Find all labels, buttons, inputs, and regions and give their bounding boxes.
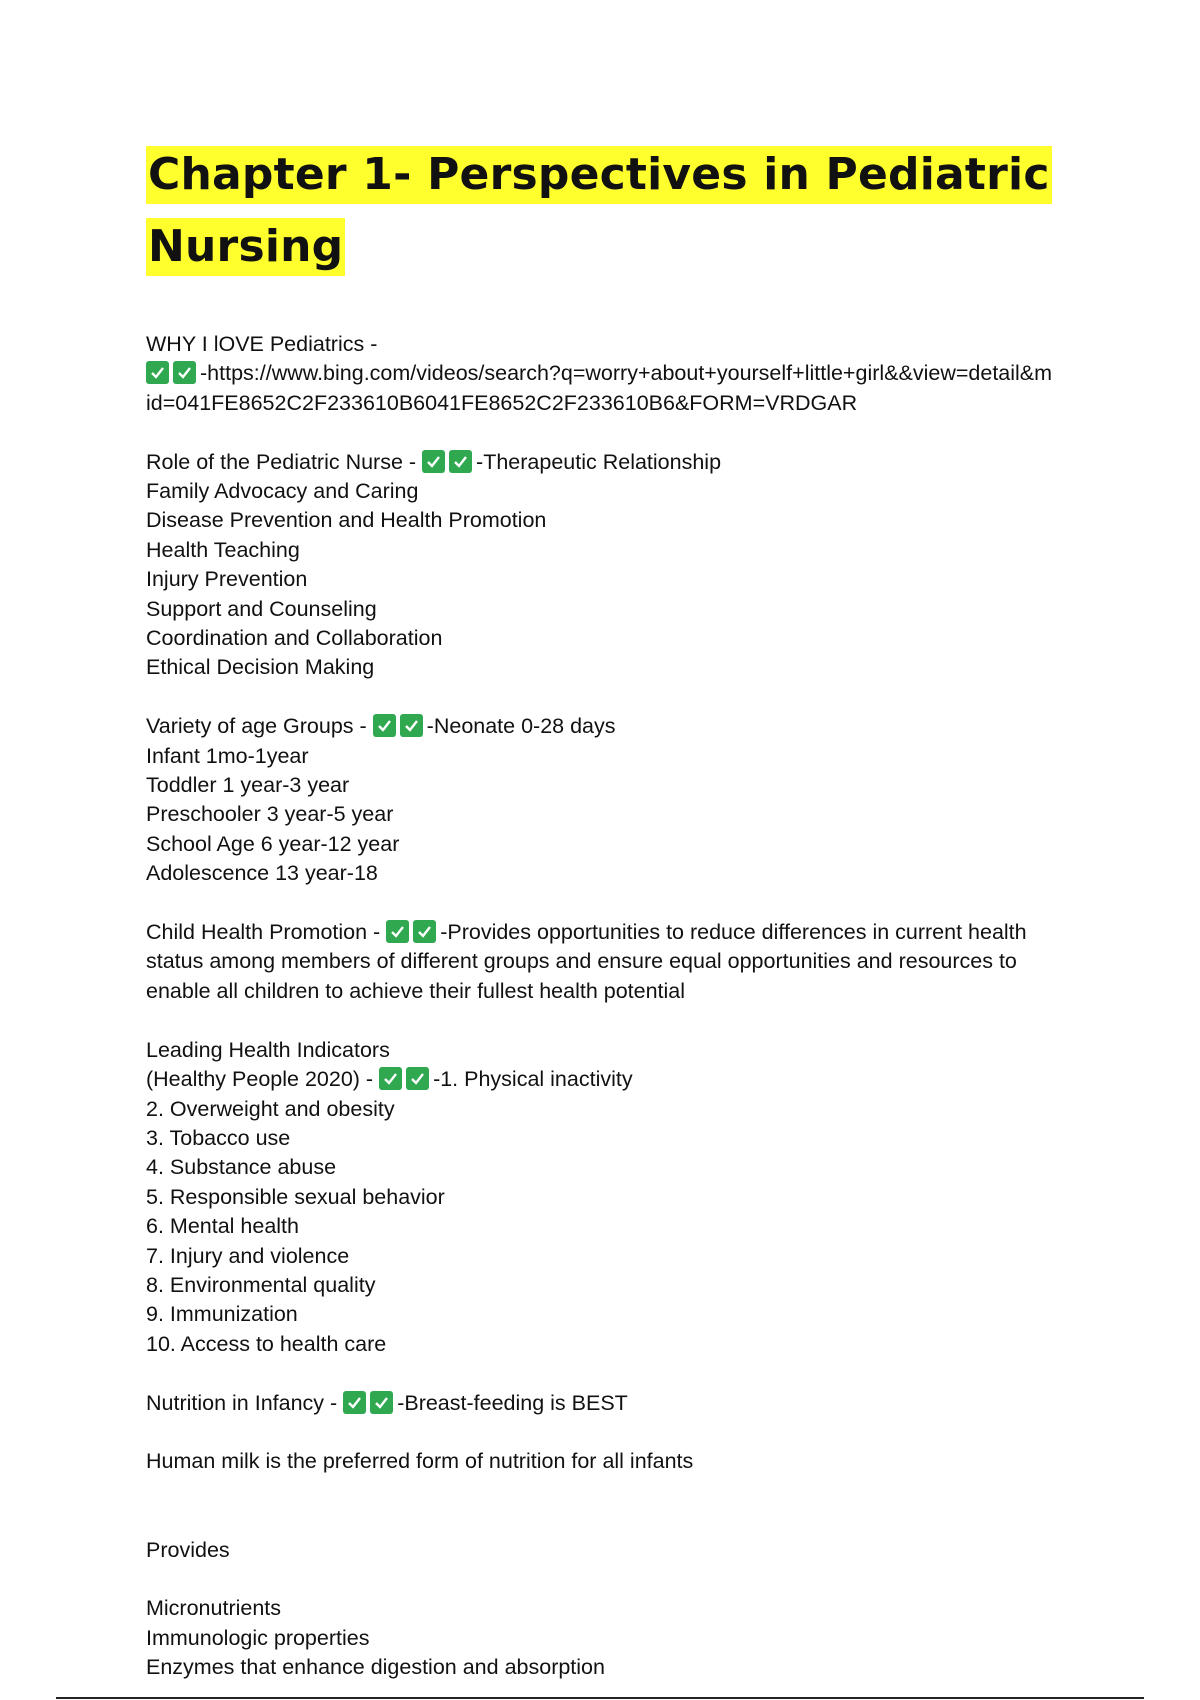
list-item: Coordination and Collaboration [146, 626, 443, 651]
check-mark-icon [146, 361, 169, 384]
check-mark-icon [379, 1067, 402, 1090]
list-item: Toddler 1 year-3 year [146, 773, 350, 798]
promotion-first-line [146, 918, 1106, 947]
list-item: 7. Injury and violence [146, 1243, 350, 1268]
list-item: 3. Tobacco use [146, 1125, 291, 1150]
age-groups-section [146, 712, 1106, 888]
list-item: 8. Environmental quality [146, 1272, 376, 1297]
promotion-label: Child Health Promotion - [146, 920, 381, 945]
nutrition-first-item: -Breast-feeding is BEST [397, 1390, 628, 1415]
why-section [146, 330, 1106, 418]
check-mark-icon [386, 920, 409, 943]
title-line-2: Nursing [146, 218, 345, 276]
page-bottom-rule [56, 1697, 1144, 1699]
nutrition-paragraph: Human milk is the preferred form of nutrition for all infants [146, 1449, 694, 1474]
chapter-title [146, 146, 1106, 290]
role-section [146, 448, 1106, 683]
list-item: Enzymes that enhance digestion and absorption [146, 1655, 605, 1680]
role-first-item: -Therapeutic Relationship [476, 449, 722, 474]
list-item: 4. Substance abuse [146, 1155, 337, 1180]
ages-first-line [146, 712, 1106, 741]
document-page [146, 146, 1106, 1683]
check-mark-icon [400, 714, 423, 737]
indicators-first-line [146, 1065, 1106, 1094]
provides-heading: Provides [146, 1537, 230, 1562]
list-item: Health Teaching [146, 537, 300, 562]
list-item: 6. Mental health [146, 1214, 299, 1239]
list-item: Ethical Decision Making [146, 655, 375, 680]
ages-label: Variety of age Groups - [146, 714, 367, 739]
check-mark-icon [370, 1391, 393, 1414]
list-item: Disease Prevention and Health Promotion [146, 508, 547, 533]
nutrition-section [146, 1389, 1106, 1683]
list-item: Preschooler 3 year-5 year [146, 802, 394, 827]
check-mark-icon [406, 1067, 429, 1090]
promotion-text-3: enable all children to achieve their fullest health potential [146, 978, 686, 1003]
indicators-label-2: (Healthy People 2020) - [146, 1067, 374, 1092]
indicators-section [146, 1036, 1106, 1359]
promotion-section [146, 918, 1106, 1006]
nutrition-label: Nutrition in Infancy - [146, 1390, 338, 1415]
nutrition-first-line [146, 1389, 1106, 1418]
list-item: Immunologic properties [146, 1625, 370, 1650]
list-item: Injury Prevention [146, 567, 308, 592]
list-item: Family Advocacy and Caring [146, 479, 419, 504]
list-item: 5. Responsible sexual behavior [146, 1184, 445, 1209]
role-label: Role of the Pediatric Nurse - [146, 449, 417, 474]
why-link-line [146, 359, 1106, 388]
indicators-label: Leading Health Indicators [146, 1037, 390, 1062]
promotion-text-1: -Provides opportunities to reduce differences in current health [440, 920, 1027, 945]
list-item: School Age 6 year-12 year [146, 831, 400, 856]
promotion-text-2: status among members of different groups and ensure equal opportunities and resources to [146, 949, 1017, 974]
why-label: WHY I lOVE Pediatrics - [146, 332, 378, 356]
list-item: Infant 1mo-1year [146, 743, 309, 768]
check-mark-icon [343, 1391, 366, 1414]
check-mark-icon [173, 361, 196, 384]
check-mark-icon [373, 714, 396, 737]
indicators-first-item: -1. Physical inactivity [433, 1067, 633, 1092]
list-item: Micronutrients [146, 1596, 282, 1621]
list-item: 2. Overweight and obesity [146, 1096, 395, 1121]
why-link[interactable]: -https://www.bing.com/videos/search?q=worry+about+yourself+little+girl&&view=detail&m [200, 361, 1053, 386]
list-item: 9. Immunization [146, 1302, 298, 1327]
why-link-cont[interactable]: id=041FE8652C2F233610B6041FE8652C2F233610B6&FORM=VRDGAR [146, 390, 858, 415]
role-first-line [146, 448, 1106, 477]
check-mark-icon [413, 920, 436, 943]
list-item: Support and Counseling [146, 596, 377, 621]
list-item: Adolescence 13 year-18 [146, 861, 378, 886]
ages-first-item: -Neonate 0-28 days [426, 714, 616, 739]
list-item: 10. Access to health care [146, 1331, 387, 1356]
check-mark-icon [422, 450, 445, 473]
title-line-1: Chapter 1- Perspectives in Pediatric [146, 146, 1052, 204]
check-mark-icon [449, 450, 472, 473]
